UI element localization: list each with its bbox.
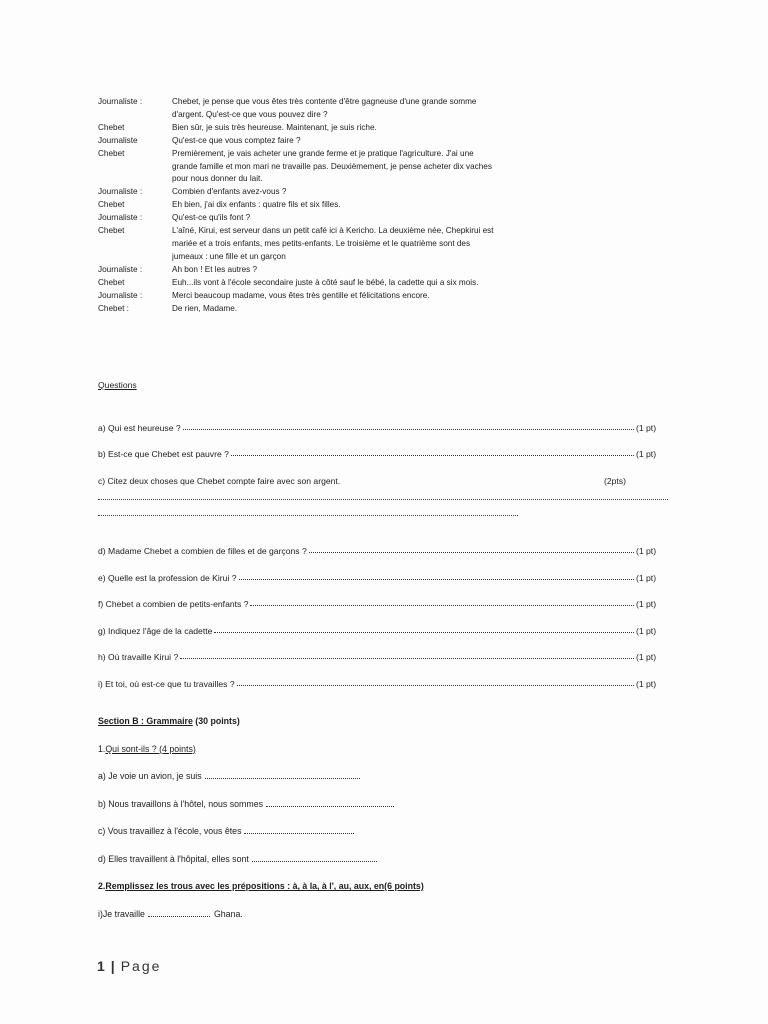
speaker-label: Chebet [98, 122, 125, 132]
question-text: c) Citez deux choses que Chebet compte faire avec son argent. [98, 475, 341, 486]
exercise-heading [98, 726, 598, 754]
blank-field[interactable] [266, 805, 394, 807]
answer-line[interactable] [250, 604, 634, 606]
exercise-item [98, 781, 598, 809]
question-text: h) Où travaille Kirui ? [98, 652, 179, 662]
exercise-item [98, 891, 598, 919]
speaker-label: Journaliste : [98, 264, 143, 274]
blank-field[interactable] [244, 832, 354, 834]
page-number: 1 [97, 958, 107, 974]
answer-line[interactable] [214, 631, 634, 633]
question-item [98, 583, 678, 610]
dialogue-line [98, 212, 618, 225]
speaker-label: Chebet [98, 200, 125, 210]
exercise-points: (6 points) [384, 881, 424, 891]
section-heading [98, 716, 598, 726]
question-text: f) Chebet a combien de petits-enfants ? [98, 599, 249, 609]
speech-text: Qu'est-ce qu'ils font ? [172, 213, 251, 223]
speech-text: Ah bon ! Et les autres ? [172, 264, 258, 274]
speaker-label: Journaliste : [98, 290, 143, 300]
answer-line[interactable] [180, 657, 634, 659]
dialogue-line [98, 225, 618, 264]
points-label: (1 pt) [636, 572, 657, 583]
question-text: g) Indiquez l'âge de la cadette [98, 625, 213, 636]
questions-section [98, 380, 678, 689]
exercise-title: Qui sont-ils ? (4 points) [105, 743, 196, 754]
dialogue-line [98, 122, 618, 135]
exercise-text: Ghana. [213, 908, 243, 919]
speaker-label: Journaliste [98, 135, 138, 145]
answer-line[interactable] [231, 454, 634, 456]
dialogue-line [98, 96, 618, 122]
exercise-item [98, 809, 598, 837]
speech-text: Chebet, je pense que vous êtes très contente d'être gagneuse d'une grande somme d'argent. Qu'est-ce que vous pouvez dire ? [172, 97, 477, 119]
section-points: (30 points) [192, 716, 240, 726]
dialogue-line [98, 148, 618, 187]
speaker-label: Journaliste : [98, 187, 143, 197]
question-item [98, 636, 678, 663]
question-text: b) Est-ce que Chebet est pauvre ? [98, 449, 229, 459]
exercise-text: i)Je travaille [98, 908, 145, 919]
answer-line[interactable] [237, 684, 634, 686]
speaker-label: Journaliste : [98, 213, 143, 223]
question-item [98, 459, 678, 486]
question-item [98, 662, 678, 689]
question-item [98, 406, 678, 433]
speaker-label: Chebet [98, 148, 125, 158]
speaker-label: Chebet [98, 226, 125, 236]
question-item [98, 609, 678, 636]
speaker-label: Chebet : [98, 303, 129, 313]
speech-text: Premièrement, je vais acheter une grande ferme et je pratique l'agriculture. J'ai une grande famille et mon mari ne travaille pas. Deuxièmement, je pense acheter dix vaches pour nous donner du lait. [172, 148, 492, 184]
section-title: Section B : Grammaire [98, 716, 193, 726]
question-item [98, 433, 678, 460]
exercise-text: c) Vous travaillez à l'école, vous êtes [98, 826, 242, 836]
speech-text: De rien, Madame. [172, 303, 238, 313]
question-text: e) Quelle est la profession de Kirui ? [98, 572, 237, 583]
exercise-number: 2. [98, 881, 106, 891]
questions-heading: Questions [98, 380, 137, 390]
answer-line[interactable] [98, 514, 518, 516]
blank-field[interactable] [252, 860, 377, 862]
dialogue-line [98, 135, 618, 148]
answer-line[interactable] [309, 551, 634, 553]
blank-field[interactable] [148, 915, 210, 917]
answer-line[interactable] [239, 578, 634, 580]
dialogue-line [98, 303, 618, 316]
question-text: a) Qui est heureuse ? [98, 422, 181, 433]
exercise-text: a) Je voie un avion, je suis [98, 771, 202, 781]
points-label: (1 pt) [636, 599, 657, 609]
speaker-label: Chebet [98, 277, 125, 287]
speech-text: Combien d'enfants avez-vous ? [172, 187, 287, 197]
exercise-number: 1. [98, 743, 106, 754]
exercise-text: b) Nous travaillons à l'hôtel, nous sommes [98, 798, 263, 809]
speech-text: Qu'est-ce que vous comptez faire ? [172, 135, 301, 145]
dialogue-block [98, 96, 618, 315]
blank-field[interactable] [205, 777, 360, 779]
question-item [98, 530, 678, 557]
answer-line[interactable] [98, 498, 668, 500]
exercise-item [98, 754, 598, 782]
dialogue-line [98, 199, 618, 212]
footer-separator: | [110, 958, 117, 974]
exercise-item [98, 836, 598, 864]
question-text: d) Madame Chebet a combien de filles et de garçons ? [98, 546, 307, 556]
exercise-title: Remplissez les trous avec les prépositions : à, à la, à l', au, aux, en [105, 881, 385, 891]
speech-text: L'aîné, Kirui, est serveur dans un petit café ici à Kericho. La deuxième née, Chepkirui est mariée et a trois enfants, mes petits-enfants. Le troisième et le quatrième sont des jumeaux : une fille et un garçon [172, 226, 494, 261]
question-item [98, 556, 678, 583]
question-text: i) Et toi, où est-ce que tu travailles ? [98, 678, 235, 689]
points-label: (1 pt) [636, 449, 657, 459]
speaker-label: Journaliste : [98, 97, 143, 106]
points-label: (1 pt) [636, 546, 657, 556]
speech-text: Merci beaucoup madame, vous êtes très gentille et félicitations encore. [172, 290, 430, 300]
dialogue-line [98, 277, 618, 290]
answer-line[interactable] [183, 428, 634, 430]
grammar-section [98, 716, 598, 919]
speech-text: Euh...ils vont à l'école secondaire juste à côté sauf le bébé, la cadette qui a six mois. [172, 277, 479, 287]
dialogue-line [98, 186, 618, 199]
dialogue-line [98, 264, 618, 277]
points-label: (1 pt) [636, 422, 657, 433]
page-footer [97, 958, 161, 974]
speech-text: Eh bien, j'ai dix enfants : quatre fils et six filles. [172, 200, 341, 210]
points-label: (1 pt) [636, 652, 657, 662]
page-word: Page [120, 958, 162, 974]
dialogue-line [98, 290, 618, 303]
points-label: (2pts) [604, 475, 626, 486]
exercise-text: d) Elles travaillent à l'hôpital, elles sont [98, 853, 249, 864]
points-label: (1 pt) [636, 678, 657, 689]
speech-text: Bien sûr, je suis très heureuse. Maintenant, je suis riche. [172, 122, 377, 132]
exercise-heading [98, 864, 598, 892]
points-label: (1 pt) [636, 625, 657, 636]
